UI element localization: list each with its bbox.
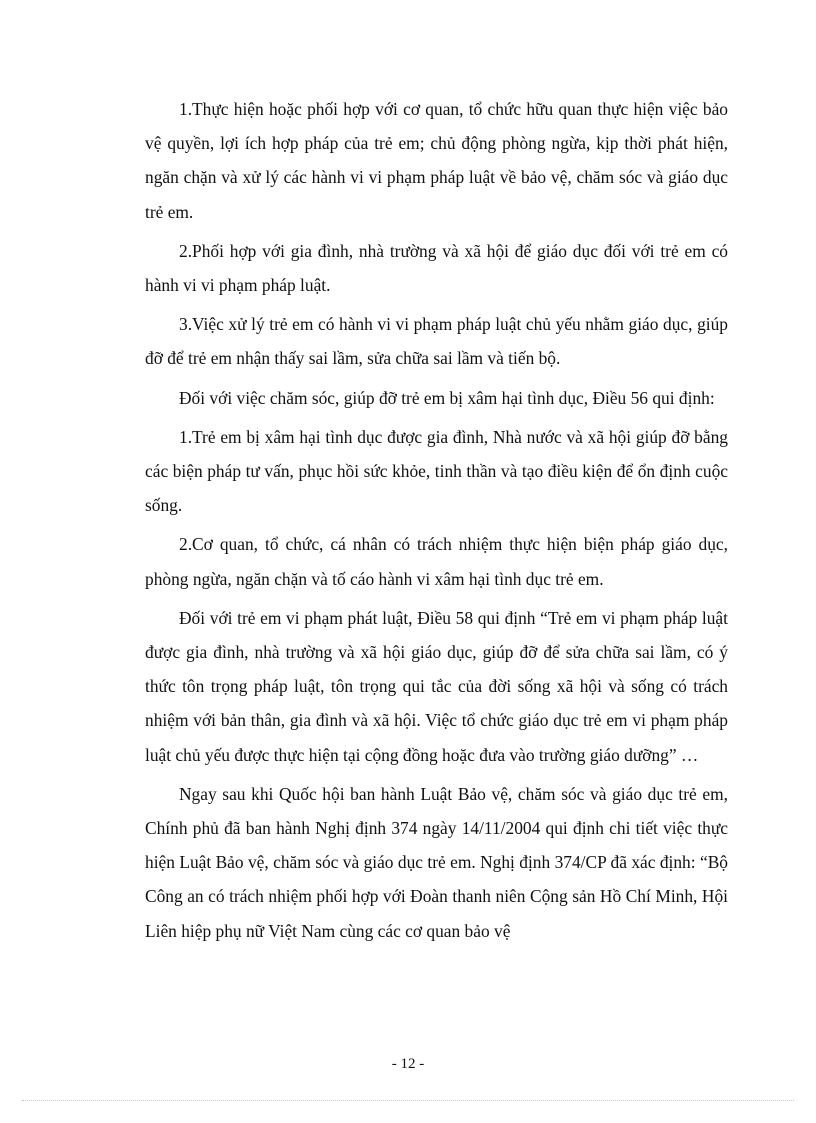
paragraph-decree-374: Ngay sau khi Quốc hội ban hành Luật Bảo vệ, chăm sóc và giáo dục trẻ em, Chính phủ đã ban hành Nghị định 374 ngày 14/11/2004 qui định chi tiết việc thực hiện Luật Bảo vệ, chăm sóc và giáo dục trẻ em. Nghị định 374/CP đã xác định: “Bộ Công an có trách nhiệm phối hợp với Đoàn thanh niên Cộng sản Hồ Chí Minh, Hội Liên hiệp phụ nữ Việt Nam cùng các cơ quan bảo vệ xyxy=(145,783,728,941)
paragraph-clause-2-coordination: 2.Phối hợp với gia đình, nhà trường và xã hội để giáo dục đối với trẻ em có hành vi vi phạm pháp luật. xyxy=(145,240,728,296)
document-body xyxy=(145,92,728,953)
paragraph-article-58: Đối với trẻ em vi phạm phát luật, Điều 58 qui định “Trẻ em vi phạm pháp luật được gia đình, nhà trường và xã hội giáo dục, giúp đỡ để sửa chữa sai lầm, có ý thức tôn trọng pháp luật, tôn trọng qui tắc của đời sống xã hội và sống có trách nhiệm với bản thân, gia đình và xã hội. Việc tổ chức giáo dục trẻ em vi phạm pháp luật chủ yếu được thực hiện tại cộng đồng hoặc đưa vào trường giáo dưỡng” … xyxy=(145,607,728,765)
paragraph-clause-3-handling: 3.Việc xử lý trẻ em có hành vi vi phạm pháp luật chủ yếu nhằm giáo dục, giúp đỡ để trẻ em nhận thấy sai lầm, sửa chữa sai lầm và tiến bộ. xyxy=(145,314,728,369)
page-bottom-divider xyxy=(22,1100,794,1101)
page-number: - 12 - xyxy=(391,1056,425,1072)
paragraph-article-56-clause-2: 2.Cơ quan, tổ chức, cá nhân có trách nhiệm thực hiện biện pháp giáo dục, phòng ngừa, ngăn chặn và tố cáo hành vi xâm hại tình dục trẻ em. xyxy=(145,534,728,589)
paragraph-article-56-clause-1: 1.Trẻ em bị xâm hại tình dục được gia đình, Nhà nước và xã hội giúp đỡ bằng các biện pháp tư vấn, phục hồi sức khỏe, tinh thần và tạo điều kiện để ổn định cuộc sống. xyxy=(145,426,728,516)
paragraph-clause-1-protection: 1.Thực hiện hoặc phối hợp với cơ quan, tổ chức hữu quan thực hiện việc bảo vệ quyền, lợi ích hợp pháp của trẻ em; chủ động phòng ngừa, kịp thời phát hiện, ngăn chặn và xử lý các hành vi vi phạm pháp luật về bảo vệ, chăm sóc và giáo dục trẻ em. xyxy=(145,99,728,222)
paragraph-article-56-intro: Đối với việc chăm sóc, giúp đỡ trẻ em bị xâm hại tình dục, Điều 56 qui định: xyxy=(179,387,715,408)
